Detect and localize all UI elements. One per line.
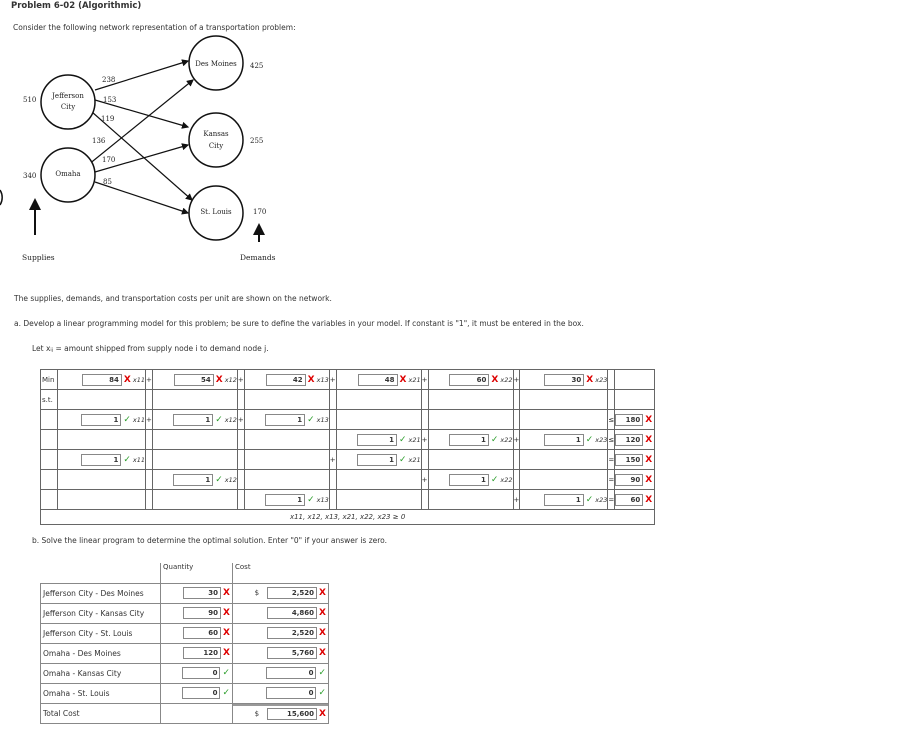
wrong-icon: X bbox=[491, 374, 499, 385]
result-row bbox=[41, 603, 329, 623]
wrong-icon: X bbox=[223, 648, 230, 658]
c3-coef-x11[interactable]: 1 bbox=[81, 454, 121, 466]
var-label: x21 bbox=[408, 375, 421, 384]
nonnegativity-text: x11, x12, x13, x21, x22, x23 ≥ 0 bbox=[289, 513, 406, 521]
nonnegativity-row bbox=[41, 510, 655, 525]
objective-row: Min 84 X x11 + 54 X x12 + 42 X x13 + 48 X x21 + 60 X x22 + 30 X x23 bbox=[41, 370, 655, 390]
var-label: x11 bbox=[132, 415, 145, 424]
result-row bbox=[41, 643, 329, 663]
dollar-sign: $ bbox=[254, 589, 260, 597]
supply-omaha: 340 bbox=[23, 172, 37, 180]
quantity-input[interactable]: 0 bbox=[182, 667, 220, 679]
demands-label: Demands bbox=[240, 253, 276, 262]
c5-coef-x13[interactable]: 1 bbox=[265, 494, 305, 506]
route-label: Omaha - Des Moines bbox=[41, 643, 161, 663]
c5-coef-x23[interactable]: 1 bbox=[544, 494, 584, 506]
correct-icon: ✓ bbox=[222, 688, 230, 698]
c4-coef-x12[interactable]: 1 bbox=[173, 474, 213, 486]
route-label: Jefferson City - Kansas City bbox=[41, 603, 161, 623]
quantity-input[interactable]: 0 bbox=[182, 687, 220, 699]
cost-label-85: 85 bbox=[103, 178, 112, 186]
wrong-icon: X bbox=[319, 608, 326, 618]
supplies-label: Supplies bbox=[22, 253, 55, 262]
correct-icon: ✓ bbox=[215, 474, 223, 485]
wrong-icon: X bbox=[319, 648, 326, 658]
c3-rhs[interactable]: 150 bbox=[615, 454, 643, 466]
var-label: x22 bbox=[500, 475, 513, 484]
correct-icon: ✓ bbox=[318, 688, 326, 698]
total-cost-label: Total Cost bbox=[41, 703, 161, 723]
c1-sign: ≤ bbox=[608, 410, 615, 430]
wrong-icon: X bbox=[645, 414, 653, 425]
c2-sign: ≤ bbox=[608, 430, 615, 450]
obj-coef-x13[interactable]: 42 bbox=[266, 374, 306, 386]
wrong-icon: X bbox=[586, 374, 594, 385]
constraint-row-1: 1 ✓ x11 + 1 ✓ x12 + 1 ✓ x13 ≤ 180 X bbox=[41, 410, 655, 430]
dm-label: Des Moines bbox=[195, 60, 237, 68]
constraint-row-2: 1 ✓ x21 + 1 ✓ x22 + 1 ✓ x23 ≤ 120 X bbox=[41, 430, 655, 450]
c1-coef-x11[interactable]: 1 bbox=[81, 414, 121, 426]
var-label: x13 bbox=[316, 375, 329, 384]
var-label: x12 bbox=[224, 415, 237, 424]
cost-label-153: 153 bbox=[103, 96, 117, 104]
var-label: x11 bbox=[132, 375, 145, 384]
st-row bbox=[41, 390, 655, 410]
quantity-input[interactable]: 120 bbox=[183, 647, 221, 659]
problem-title: Problem 6-02 (Algorithmic) bbox=[11, 1, 142, 11]
correct-icon: ✓ bbox=[398, 434, 407, 445]
result-row bbox=[41, 663, 329, 683]
result-row bbox=[41, 683, 329, 703]
var-label: x11 bbox=[132, 455, 145, 464]
node-jefferson-city bbox=[41, 75, 95, 129]
wrong-icon: X bbox=[223, 628, 230, 638]
wrong-icon: X bbox=[215, 374, 223, 385]
wrong-icon: X bbox=[645, 434, 653, 445]
let-variable-text: Let xᵢⱼ = amount shipped from supply node i to demand node j. bbox=[32, 344, 269, 353]
c2-rhs[interactable]: 120 bbox=[615, 434, 643, 446]
obj-coef-x23[interactable]: 30 bbox=[544, 374, 584, 386]
quantity-header: Quantity bbox=[161, 563, 233, 583]
obj-coef-x12[interactable]: 54 bbox=[174, 374, 214, 386]
correct-icon: ✓ bbox=[585, 494, 594, 505]
c2-coef-x23[interactable]: 1 bbox=[544, 434, 584, 446]
constraint-row-3: 1 ✓ x11 + 1 ✓ x21 = 150 X bbox=[41, 450, 655, 470]
var-label: x23 bbox=[595, 375, 608, 384]
correct-icon: ✓ bbox=[398, 454, 407, 465]
cost-label-238: 238 bbox=[102, 76, 116, 84]
costs-note: The supplies, demands, and transportation costs per unit are shown on the network. bbox=[14, 294, 332, 303]
quantity-input[interactable]: 60 bbox=[183, 627, 221, 639]
cost-label-170: 170 bbox=[102, 156, 116, 164]
node-kansas-city bbox=[189, 113, 243, 167]
correct-icon: ✓ bbox=[123, 414, 131, 425]
kc-label-1: Kansas bbox=[203, 130, 229, 138]
correct-icon: ✓ bbox=[222, 668, 230, 678]
lp-model-table bbox=[40, 369, 655, 525]
wrong-icon: X bbox=[319, 588, 326, 598]
var-label: x21 bbox=[408, 435, 421, 444]
correct-icon: ✓ bbox=[307, 494, 315, 505]
c3-sign: = bbox=[608, 450, 615, 470]
c1-coef-x12[interactable]: 1 bbox=[173, 414, 213, 426]
correct-icon: ✓ bbox=[215, 414, 223, 425]
arc-om-stl bbox=[95, 182, 188, 213]
c4-sign: = bbox=[608, 470, 615, 490]
wrong-icon: X bbox=[319, 628, 326, 638]
cost-input[interactable]: 2,520 bbox=[267, 587, 317, 599]
quantity-input[interactable]: 30 bbox=[183, 587, 221, 599]
partial-node-arc bbox=[0, 190, 2, 205]
wrong-icon: X bbox=[223, 588, 230, 598]
wrong-icon: X bbox=[307, 374, 315, 385]
c4-rhs[interactable]: 90 bbox=[615, 474, 643, 486]
cost-header: Cost bbox=[233, 563, 329, 583]
demand-dm: 425 bbox=[250, 62, 264, 70]
wrong-icon: X bbox=[645, 474, 653, 485]
var-label: x13 bbox=[316, 415, 329, 424]
c2-coef-x21[interactable]: 1 bbox=[357, 434, 397, 446]
total-cost-input[interactable]: 15,600 bbox=[267, 708, 317, 720]
c5-sign: = bbox=[608, 490, 615, 510]
quantity-input[interactable]: 90 bbox=[183, 607, 221, 619]
demand-kc: 255 bbox=[250, 137, 264, 145]
var-label: x21 bbox=[408, 455, 421, 464]
correct-icon: ✓ bbox=[307, 414, 315, 425]
obj-coef-x22[interactable]: 60 bbox=[449, 374, 489, 386]
var-label: x23 bbox=[595, 435, 608, 444]
correct-icon: ✓ bbox=[585, 434, 594, 445]
demand-stl: 170 bbox=[253, 208, 267, 216]
c1-coef-x13[interactable]: 1 bbox=[265, 414, 305, 426]
wrong-icon: X bbox=[223, 608, 230, 618]
cost-input[interactable]: 2,520 bbox=[267, 627, 317, 639]
c4-coef-x22[interactable]: 1 bbox=[449, 474, 489, 486]
cost-label-119: 119 bbox=[101, 115, 115, 123]
route-label: Jefferson City - St. Louis bbox=[41, 623, 161, 643]
jc-label-1: Jefferson bbox=[52, 92, 84, 100]
part-a-text: a. Develop a linear programming model for this problem; be sure to define the variables in your model. If constant is "1", it must be entered in the box. bbox=[14, 319, 584, 328]
c1-rhs[interactable]: 180 bbox=[615, 414, 643, 426]
total-cost-row bbox=[41, 703, 329, 723]
kc-label-2: City bbox=[208, 142, 224, 150]
var-label: x12 bbox=[224, 475, 237, 484]
cost-input[interactable]: 0 bbox=[266, 667, 316, 679]
supply-jc: 510 bbox=[23, 96, 37, 104]
constraint-row-5: 1 ✓ x13 + 1 ✓ x23 = 60 X bbox=[41, 490, 655, 510]
min-label: Min bbox=[41, 370, 58, 390]
c2-coef-x22[interactable]: 1 bbox=[449, 434, 489, 446]
obj-coef-x21[interactable]: 48 bbox=[358, 374, 398, 386]
result-row bbox=[41, 583, 329, 603]
wrong-icon: X bbox=[399, 374, 407, 385]
jc-label-2: City bbox=[60, 103, 76, 111]
total-dollar: $ bbox=[254, 710, 260, 718]
wrong-icon: X bbox=[645, 454, 653, 465]
st-label: s.t. bbox=[41, 390, 58, 410]
var-label: x13 bbox=[316, 495, 329, 504]
cost-input[interactable]: 5,760 bbox=[267, 647, 317, 659]
omaha-label: Omaha bbox=[55, 170, 81, 178]
c3-coef-x21[interactable]: 1 bbox=[357, 454, 397, 466]
correct-icon: ✓ bbox=[490, 474, 499, 485]
correct-icon: ✓ bbox=[318, 668, 326, 678]
c5-rhs[interactable]: 60 bbox=[615, 494, 643, 506]
route-label: Omaha - Kansas City bbox=[41, 663, 161, 683]
cost-input[interactable]: 4,860 bbox=[267, 607, 317, 619]
wrong-icon: X bbox=[123, 374, 131, 385]
wrong-icon: X bbox=[319, 709, 326, 719]
part-b-text: b. Solve the linear program to determine the optimal solution. Enter "0" if your answer is zero. bbox=[32, 536, 388, 545]
network-diagram bbox=[0, 30, 300, 270]
var-label: x23 bbox=[595, 495, 608, 504]
result-row bbox=[41, 623, 329, 643]
cost-input[interactable]: 0 bbox=[266, 687, 316, 699]
var-label: x22 bbox=[500, 375, 513, 384]
constraint-row-4: 1 ✓ x12 + 1 ✓ x22 = 90 X bbox=[41, 470, 655, 490]
stl-label: St. Louis bbox=[200, 208, 232, 216]
cost-label-136: 136 bbox=[92, 137, 106, 145]
var-label: x12 bbox=[224, 375, 237, 384]
route-label: Jefferson City - Des Moines bbox=[41, 583, 161, 603]
results-table bbox=[40, 563, 329, 724]
intro-text: Consider the following network representation of a transportation problem: bbox=[13, 23, 296, 32]
route-label: Omaha - St. Louis bbox=[41, 683, 161, 703]
obj-coef-x11[interactable]: 84 bbox=[82, 374, 122, 386]
correct-icon: ✓ bbox=[123, 454, 131, 465]
correct-icon: ✓ bbox=[490, 434, 499, 445]
var-label: x22 bbox=[500, 435, 513, 444]
wrong-icon: X bbox=[645, 494, 653, 505]
